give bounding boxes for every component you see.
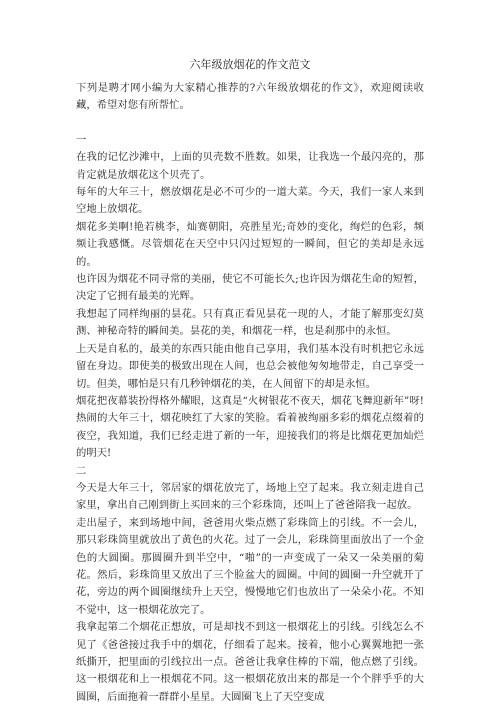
paragraph: 每年的大年三十，燃放烟花是必不可少的一道大菜。今天，我们一家人来到空地上放烟花。 [76, 186, 424, 216]
section-number-1: 一 [76, 133, 87, 146]
document-body [76, 80, 424, 706]
paragraph: 烟花多美啊!艳若桃李，灿赛朝阳，亮胜星光;奇妙的变化，绚烂的色彩，频频让我感慨。尽管烟花在天空中只闪过短短的一瞬间，但它的美却是永远的。 [76, 220, 424, 268]
document-title: 六年级放烟花的作文范文 [189, 58, 311, 71]
paragraph: 烟花把夜幕装扮得格外耀眼，这真是“火树银花不夜天，烟花飞舞迎新年”呀!热闹的大年三十，烟花映红了大家的笑脸。看着被绚丽多彩的烟花点缀着的夜空，我知道，我们已经走进了新的一年，迎接我们的将是比烟花更加灿烂的明天! [76, 394, 424, 460]
paragraph: 我想起了同样绚丽的昙花。只有真正看见昙花一现的人，才能了解那变幻莫测、神秘奇特的瞬间美。昙花的美，和烟花一样，也是刹那中的永恒。 [76, 307, 424, 338]
paragraph: 也许因为烟花不同寻常的美丽，使它不可能长久;也许因为烟花生命的短暂，决定了它拥有最美的光辉。 [76, 273, 424, 303]
intro-paragraph: 下列是聘才网小编为大家精心推荐的?六年级放烟花的作文》，欢迎阅读收藏，希望对您有所帮忙。 [76, 82, 424, 112]
paragraph: 在我的记忆沙滩中，上面的贝壳数不胜数。如果，让我选一个最闪亮的，那肯定就是放烟花这个贝壳了。 [76, 151, 424, 181]
paragraph: 走出屋子，来到场地中间，爸爸用火柴点燃了彩珠筒上的引线。不一会儿，那只彩珠筒里就放出了黄色的火花。过了一会儿，彩珠筒里面放出了一个金色的大圆圈。那圆圈升到半空中，“啪”的一声变成了一朵又一朵美丽的菊花。然后，彩珠筒里又放出了三个脸盆大的圆圈。中间的圆圈一升空就开了花，旁边的两个圆圈继续升上天空，慢慢地它们也放出了一朵朵小花。不知不觉中，这一根烟花放完了。 [76, 516, 424, 616]
paragraph: 我拿起第二个烟花正想放，可是却找不到这一根烟花上的引线。引线怎么不见了《爸爸接过我手中的烟花，仔细看了起来。接着，他小心翼翼地把一张纸撕开，把里面的引线拉出一点。爸爸让我拿住棒的下端，他点燃了引线。这一根烟花和上一根烟花不同。这一根烟花放出来的都是一个个胖乎乎的大圆圈，后面拖着一群群小星星。大圆圈飞上了天空变成 [76, 621, 424, 703]
spacer [76, 115, 424, 132]
paragraph: 今天是大年三十，邻居家的烟花放完了，场地上空了起来。我立刻走进自己家里，拿出自己刚到街上买回来的三个彩珠筒，还叫上了爸爸陪我一起放。 [76, 481, 424, 512]
section-number-2: 二 [76, 464, 87, 477]
paragraph: 上天是自私的，最美的东西只能由他自己享用，我们基本没有时机把它永远留在身边。即使美的极致出现在人间，也总会被他匆匆地带走，自己享受一切。但美，哪怕是只有几秒钟烟花的美，在人间留下的却是永恒。 [76, 342, 424, 390]
